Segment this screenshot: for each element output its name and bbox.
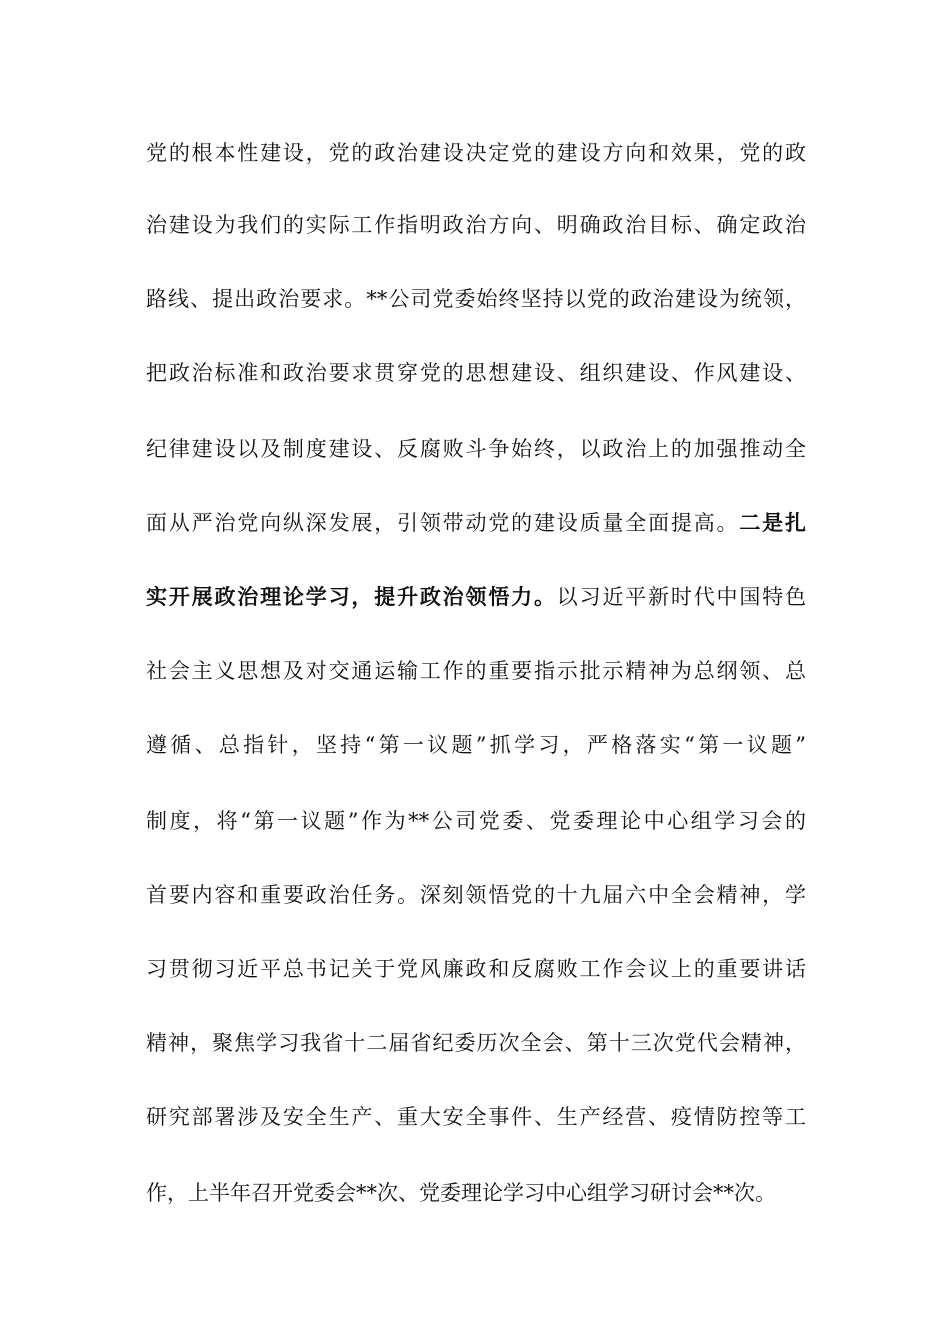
- text-line-4: [146, 353, 806, 393]
- line-8-text: 社会主义思想及对交通运输工作的重要指示批示精神为总纲领、总: [146, 659, 806, 683]
- text-line-8: [146, 651, 806, 691]
- line-13-text: 精神，聚焦学习我省十二届省纪委历次全会、第十三次党代会精神，: [146, 1031, 806, 1055]
- line-7-text: 以习近平新时代中国特色: [556, 585, 807, 609]
- text-line-11: [146, 875, 806, 915]
- line-5-text: 纪律建设以及制度建设、反腐败斗争始终，以政治上的加强推动全: [146, 437, 806, 461]
- line-6-text: 面从严治党向纵深发展，引领带动党的建设质量全面提高。: [146, 511, 740, 535]
- line-12-text: 习贯彻习近平总书记关于党风廉政和反腐败工作会议上的重要讲话: [146, 957, 806, 981]
- line-1-text: 党的根本性建设，党的政治建设决定党的建设方向和效果，党的政: [146, 141, 806, 165]
- text-line-7: [146, 577, 806, 617]
- line-6-bold-text: 二是扎: [739, 510, 807, 535]
- line-7-bold-text: 实开展政治理论学习，提升政治领悟力。: [146, 584, 557, 609]
- line-14-text: 研究部署涉及安全生产、重大安全事件、生产经营、疫情防控等工: [146, 1105, 806, 1129]
- line-11-text: 首要内容和重要政治任务。深刻领悟党的十九届六中全会精神，学: [146, 883, 806, 907]
- text-line-9: [146, 725, 806, 765]
- line-9-text: 遵循、总指针，坚持“第一议题”抓学习，严格落实“第一议题”: [146, 733, 806, 757]
- text-line-2: [146, 205, 806, 245]
- text-line-13: [146, 1023, 806, 1063]
- line-15-text: 作，上半年召开党委会**次、党委理论学习中心组学习研讨会**次。: [146, 1181, 776, 1205]
- line-10-text: 制度，将“第一议题”作为**公司党委、党委理论中心组学习会的: [146, 809, 806, 833]
- line-3-text: 路线、提出政治要求。**公司党委始终坚持以党的政治建设为统领，: [146, 287, 806, 311]
- text-line-15: [146, 1173, 806, 1213]
- line-2-text: 治建设为我们的实际工作指明政治方向、明确政治目标、确定政治: [146, 213, 806, 237]
- text-line-6: [146, 503, 806, 543]
- text-line-5: [146, 429, 806, 469]
- text-line-10: [146, 801, 806, 841]
- text-line-12: [146, 949, 806, 989]
- text-line-3: [146, 279, 806, 319]
- text-line-14: [146, 1097, 806, 1137]
- text-line-1: [146, 133, 806, 173]
- line-4-text: 把政治标准和政治要求贯穿党的思想建设、组织建设、作风建设、: [146, 361, 806, 385]
